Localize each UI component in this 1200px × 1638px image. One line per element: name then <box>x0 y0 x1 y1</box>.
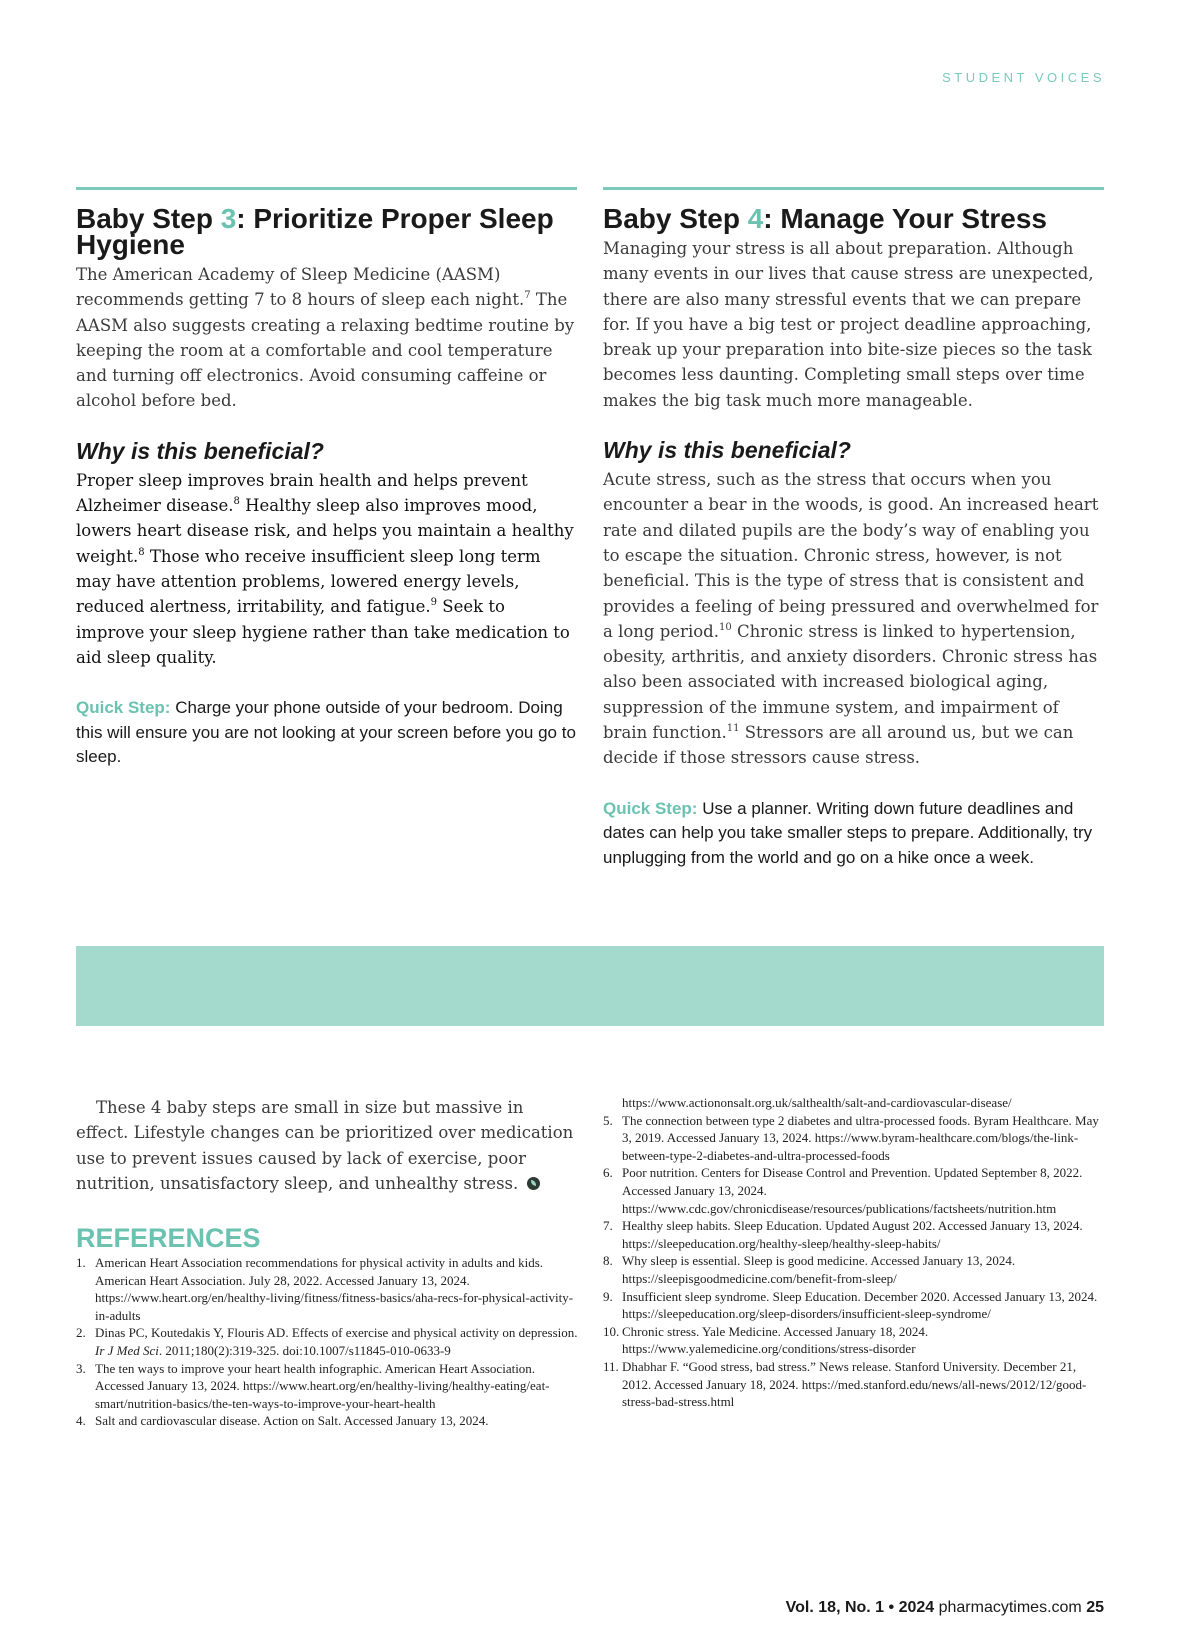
section-divider <box>603 187 1104 190</box>
section-title: Baby Step 4: Manage Your Stress <box>603 203 1047 234</box>
why-paragraph: Proper sleep improves brain health and helps prevent Alzheimer disease.$^8$ Healthy sleep also improves mood, lowers heart disease risk, and helps you maintain a healthy weight.$^8$ Those who receive insufficient sleep long term may have attention problems, lowered energy levels, reduced alertness, irritability, and fatigue.$^9$ Seek to improve your sleep hygiene rather than take medication to aid sleep quality. <box>76 470 574 667</box>
reference-item: 7. Healthy sleep habits. Sleep Education. Updated August 202. Accessed January 13, 2024. https://sleepeducation.org/healthy-sleep/healthy-sleep-habits/ <box>603 1218 1083 1251</box>
baby-step-4-section <box>603 187 1104 870</box>
reference-item: 8. Why sleep is essential. Sleep is good medicine. Accessed January 13, 2024. https://sleepisgoodmedicine.com/benefit-from-sleep/ <box>603 1253 1016 1286</box>
volume-info: Vol. 18, No. 1 • 2024 <box>785 1599 935 1616</box>
end-mark-icon <box>527 1177 540 1190</box>
quick-step-label: Quick Step: <box>76 698 171 718</box>
reference-continuation: https://www.actiononsalt.org.uk/salthealth/salt-and-cardiovascular-disease/ <box>622 1095 1012 1110</box>
section-label: STUDENT VOICES <box>942 70 1105 85</box>
reference-item: 10. Chronic stress. Yale Medicine. Accessed January 18, 2024. https://www.yalemedicine.org/conditions/stress-disorder <box>603 1323 929 1357</box>
references-heading: REFERENCES <box>76 1223 261 1253</box>
step-number: 4 <box>747 203 764 234</box>
step-number: 3 <box>220 203 237 234</box>
closing-paragraph: These 4 baby steps are small in size but massive in effect. Lifestyle changes can be prioritized over medication use to prevent issues caused by lack of exercise, poor nutrition, unsatisfactory sleep, and unhealthy stress. <box>76 1098 574 1193</box>
reference-item: 3. The ten ways to improve your heart health infographic. American Heart Association. Accessed January 13, 2024. https://www.heart.org/en/healthy-living/healthy-eating/eat-smart/nutrition-basics/the-ten-ways-to-improve-your-heart-health <box>76 1360 550 1411</box>
decorative-band <box>76 946 1104 1026</box>
intro-paragraph: The American Academy of Sleep Medicine (AASM) recommends getting 7 to 8 hours of sleep each night.$^7$ The AASM also suggests creating a relaxing bedtime routine by keeping the room at a comfortable and cool temperature and turning off electronics. Avoid consuming caffeine or alcohol before bed. <box>76 265 575 411</box>
reference-item: 4. Salt and cardiovascular disease. Action on Salt. Accessed January 13, 2024. <box>76 1413 489 1429</box>
reference-item: 2. Dinas PC, Koutedakis Y, Flouris AD. Effects of exercise and physical activity on depression. Ir J Med Sci. 2011;180(2):319-325. doi:10.1007/s11845-010-0633-9 <box>76 1325 578 1358</box>
reference-item: 6. Poor nutrition. Centers for Disease Control and Prevention. Updated September 8, 2022. Accessed January 13, 2024. https://www.cdc.gov/chronicdisease/resources/publications/factsheets/nutrition.htm <box>603 1165 1083 1216</box>
reference-item: 11. Dhabhar F. “Good stress, bad stress.” News release. Stanford University. December 21, 2012. Accessed January 18, 2024. https://med.stanford.edu/news/all-news/2012/12/good-stress-bad-stress.html <box>603 1358 1087 1410</box>
section-title: Baby Step 3: Prioritize Proper Sleep Hygiene <box>76 203 554 260</box>
why-paragraph: Acute stress, such as the stress that occurs when you encounter a bear in the woods, is good. An increased heart rate and dilated pupils are the body’s way of enabling you to escape the situation. Chronic stress, however, is not beneficial. This is the type of stress that is consistent and provides a feeling of being pressured and overwhelmed for a long period.$^{10}$ Chronic stress is linked to hypertension, obesity, arthritis, and anxiety disorders. Chronic stress has also been associated with increased biological aging, suppression of the immune system, and impairment of brain function.$^{11}$ Stressors are all around us, but we can decide if those stressors cause stress. <box>603 470 1099 768</box>
reference-item: 9. Insufficient sleep syndrome. Sleep Education. December 2020. Accessed January 13, 2024. https://sleepeducation.org/sleep-disorders/insufficient-sleep-syndrome/ <box>603 1288 1098 1322</box>
baby-step-3-section <box>76 187 577 770</box>
references-list-left <box>76 1254 581 1430</box>
reference-item: 5. The connection between type 2 diabetes and ultra-processed foods. Byram Healthcare. May 3, 2019. Accessed January 13, 2024. https://www.byram-healthcare.com/blogs/the-link-between-type-2-diabetes-and-ultra-processed-foods <box>603 1112 1099 1163</box>
quick-step: Quick Step: Use a planner. Writing down future deadlines and dates can help you take smaller steps to prepare. Additionally, try unplugging from the world and go on a hike once a week. <box>603 798 1093 867</box>
section-divider <box>76 187 577 190</box>
site-name: pharmacytimes.com <box>934 1599 1087 1616</box>
why-heading: Why is this beneficial? <box>603 437 851 464</box>
reference-item: 1. American Heart Association recommendations for physical activity in adults and kids. American Heart Association. July 28, 2022. Accessed January 13, 2024. https://www.heart.org/en/healthy-living/fitness/fitness-basics/aha-recs-for-physical-activity-in-adults <box>76 1255 574 1323</box>
why-heading: Why is this beneficial? <box>76 437 324 464</box>
page-footer <box>786 1599 1104 1617</box>
quick-step-label: Quick Step: <box>603 798 698 818</box>
intro-paragraph: Managing your stress is all about preparation. Although many events in our lives that cause stress are unexpected, there are also many stressful events that we can prepare for. If you have a big test or project deadline approaching, break up your preparation into bite-size pieces so the task becomes less daunting. Completing small steps over time makes the big task much more manageable. <box>603 239 1094 410</box>
references-list-right <box>603 1094 1103 1411</box>
quick-step: Quick Step: Charge your phone outside of your bedroom. Doing this will ensure you are not looking at your screen before you go to sleep. <box>76 698 576 767</box>
page-number: 25 <box>1086 1599 1104 1616</box>
